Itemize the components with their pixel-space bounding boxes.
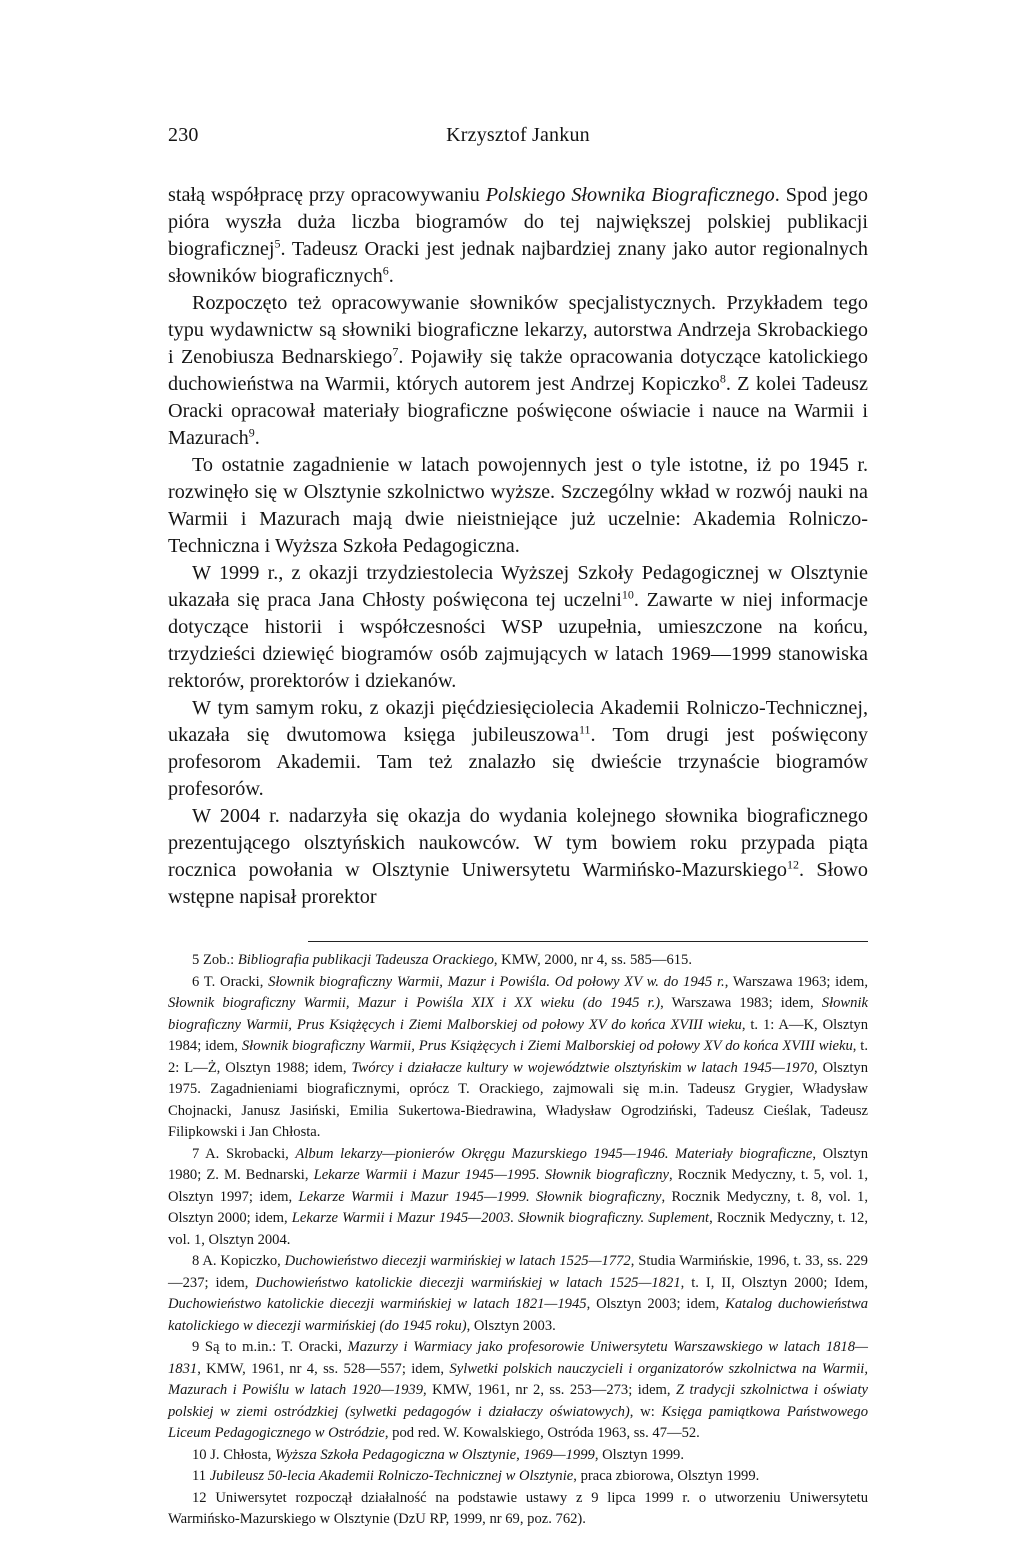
italic-title: Słownik biograficzny Warmii, Prus Książęcych i Ziemi Malborskiej od połowy XV do końca XVIII wieku bbox=[168, 995, 868, 1033]
italic-title: Duchowieństwo diecezji warmińskiej w latach 1525—1772 bbox=[284, 1253, 631, 1269]
running-header bbox=[168, 124, 868, 160]
footnote-ref: 12 bbox=[787, 857, 800, 872]
text-run: , w: bbox=[629, 1403, 662, 1420]
paragraph bbox=[168, 560, 868, 695]
paragraph: To ostatnie zagadnienie w latach powojennych jest o tyle istotne, iż po 1945 r. rozwinęło się w Olsztynie szkolnictwo wyższe. Szczególny wkład w rozwój nauki na Warmii i Mazurach mają dwie nieistniejące już uczelnie: Akademia Rolniczo-Techniczna i Wyższa Szkoła Pedagogiczna. bbox=[168, 454, 868, 557]
text-run: 10 J. Chłosta, bbox=[192, 1446, 276, 1463]
text-run: 5 Zob.: bbox=[192, 952, 238, 968]
text-run: , pod red. W. Kowalskiego, Ostróda 1963, ss. 47—52. bbox=[384, 1425, 700, 1441]
italic-title: Sylwetki polskich nauczycieli i organizatorów szkolnictwa na Warmii, Mazurach i Powiślu w latach 1920—1939 bbox=[168, 1360, 869, 1398]
text-run: . Zawarte w niej informacje dotyczące historii i współczesności WSP uzupełnia, umieszczone na końcu, trzydzieści dziewięć biogramów osób zajmujących w latach 1969—1999 stanowiska rektorów, prorektorów i dziekanów. bbox=[168, 589, 868, 692]
text-run: , praca zbiorowa, Olsztyn 1999. bbox=[573, 1468, 760, 1484]
footnotes bbox=[168, 950, 868, 1531]
footnote bbox=[168, 1466, 868, 1488]
text-run: 9 Są to m.in.: T. Oracki, bbox=[192, 1339, 348, 1355]
italic-title: Jubileusz 50-lecia Akademii Rolniczo-Technicznej w Olsztynie bbox=[209, 1468, 574, 1484]
text-run: , KMW, 2000, nr 4, ss. 585—615. bbox=[493, 952, 692, 968]
footnote-separator bbox=[308, 941, 868, 942]
text-run: 7 A. Skrobacki, bbox=[192, 1145, 296, 1162]
italic-title: Duchowieństwo katolickie diecezji warmińskiej w latach 1821—1945 bbox=[168, 1296, 587, 1312]
footnote bbox=[168, 1251, 868, 1337]
italic-title: Mazurzy i Warmiacy jako profesorowie Uniwersytetu Warszawskiego w latach 1818—1831 bbox=[168, 1339, 868, 1377]
italic-title: Wyższa Szkoła Pedagogiczna w Olsztynie, 1969—1999 bbox=[275, 1446, 595, 1463]
text-run: . bbox=[388, 265, 394, 287]
footnote bbox=[168, 1337, 868, 1445]
text-run: 8 A. Kopiczko, bbox=[192, 1253, 285, 1269]
footnote bbox=[168, 972, 868, 1144]
italic-title: Słownik biograficzny Warmii, Mazur i Powiśla XIX i XX wieku (do 1945 r.) bbox=[168, 995, 661, 1011]
italic-title: Duchowieństwo katolickie diecezji warmińskiej w latach 1525—1821 bbox=[255, 1274, 681, 1291]
running-title: Krzysztof Jankun bbox=[446, 124, 590, 146]
text-run: , t. 2: L—Ż, Olsztyn 1988; idem, bbox=[168, 1038, 868, 1076]
italic-title: Album lekarzy—pionierów Okręgu Mazurskiego 1945—1946. Materiały biograficzne bbox=[295, 1145, 813, 1162]
text-run: stałą współpracę przy opracowywaniu bbox=[168, 184, 486, 206]
footnote-ref: 6 bbox=[382, 263, 389, 278]
text-run: , KMW, 1961, nr 2, ss. 253—273; idem, bbox=[423, 1382, 676, 1398]
text-run: , Olsztyn 1980; Z. M. Bednarski, bbox=[168, 1145, 869, 1183]
document-page bbox=[168, 124, 868, 1531]
italic-title: Słownik biograficzny Warmii, Prus Książęcych i Ziemi Malborskiej od połowy XV do końca XVIII wieku bbox=[241, 1038, 853, 1054]
footnote: 12 Uniwersytet rozpoczął działalność na podstawie ustawy z 9 lipca 1999 r. o utworzeniu Uniwersytetu Warmińsko-Mazurskiego w Olsztynie (DzU RP, 1999, nr 69, poz. 762). bbox=[168, 1489, 868, 1527]
text-run: , Olsztyn 2003; idem, bbox=[586, 1296, 726, 1312]
footnote-ref: 10 bbox=[621, 587, 634, 602]
italic-title: Słownik biograficzny Warmii, Mazur i Powiśla. Od połowy XV w. do 1945 r. bbox=[268, 973, 725, 990]
italic-title: Katalog duchowieństwa katolickiego w diecezji warmińskiej (do 1945 roku) bbox=[168, 1296, 869, 1334]
page-number: 230 bbox=[168, 124, 199, 146]
italic-title: Lekarze Warmii i Mazur 1945—1999. Słownik biograficzny bbox=[298, 1188, 662, 1205]
paragraph bbox=[168, 290, 868, 452]
footnote-ref: 5 bbox=[274, 236, 281, 251]
text-run: . Tom drugi jest poświęcony profesorom Akademii. Tam też znalazło się dwieście trzynaście biogramów profesorów. bbox=[168, 724, 868, 800]
footnote bbox=[168, 1445, 868, 1467]
text-run: . Słowo wstępne napisał prorektor bbox=[168, 859, 868, 908]
paragraph bbox=[168, 695, 868, 803]
text-run: , Rocznik Medyczny, t. 5, vol. 1, Olsztyn 1997; idem, bbox=[168, 1167, 868, 1205]
footnote-ref: 9 bbox=[248, 425, 255, 440]
text-run: W 1999 r., z okazji trzydziestolecia Wyższej Szkoły Pedagogicznej w Olsztynie ukazała się praca Jana Chłosty poświęcona tej uczelni bbox=[168, 562, 868, 611]
footnote-ref: 8 bbox=[719, 371, 726, 386]
text-run: W tym samym roku, z okazji pięćdziesięciolecia Akademii Rolniczo-Technicznej, ukazała się dwutomowa księga jubileuszowa bbox=[168, 697, 868, 746]
text-run: 6 T. Oracki, bbox=[192, 973, 269, 990]
text-run: , Olsztyn 1975. Zagadnieniami biograficznymi, oprócz T. Orackiego, zajmowali się m.in. Tadeusz Grygier, Władysław Chojnacki, Janusz Jasiński, Emilia Sukertowa-Biedrawina, Władysław Ogrodziński, Tadeusz Cieślak, Tadeusz Filipkowski i Jan Chłosta. bbox=[168, 1059, 868, 1140]
text-run: , Olsztyn 1999. bbox=[594, 1446, 684, 1463]
italic-title: Bibliografia publikacji Tadeusza Orackiego bbox=[237, 952, 494, 968]
italic-title: Polskiego Słownika Biograficznego bbox=[485, 184, 775, 206]
text-run: , KMW, 1961, nr 4, ss. 528—557; idem, bbox=[197, 1360, 450, 1377]
text-run: Rozpoczęto też opracowywanie słowników specjalistycznych. Przykładem tego typu wydawnictw są słowniki biograficzne lekarzy, autorstwa Andrzeja Skrobackiego i Zenobiusza Bednarskiego bbox=[168, 292, 868, 368]
text-run: , t. I, II, Olsztyn 2000; Idem, bbox=[680, 1274, 868, 1291]
text-run: , Studia Warmińskie, 1996, t. 33, ss. 229—237; idem, bbox=[168, 1253, 868, 1291]
italic-title: Księga pamiątkowa Państwowego Liceum Pedagogicznego w Ostródzie bbox=[168, 1403, 868, 1441]
footnote-ref: 7 bbox=[392, 344, 399, 359]
text-run: . bbox=[254, 427, 260, 449]
text-run: . Tadeusz Oracki jest jednak najbardziej znany jako autor regionalnych słowników biograficznych bbox=[168, 238, 868, 287]
text-run: , Rocznik Medyczny, t. 12, vol. 1, Olsztyn 2004. bbox=[168, 1210, 868, 1248]
text-run: , Warszawa 1963; idem, bbox=[724, 973, 869, 990]
footnote-ref: 11 bbox=[578, 722, 591, 737]
body-text bbox=[168, 182, 868, 911]
italic-title: Z tradycji szkolnictwa i oświaty polskiej w ziemi ostródzkiej (sylwetki pedagogów i działaczy oświatowych) bbox=[168, 1382, 869, 1420]
italic-title: Twórcy i działacze kultury w województwie olsztyńskim w latach 1945—1970 bbox=[351, 1059, 815, 1076]
text-run: , Warszawa 1983; idem, bbox=[660, 995, 822, 1011]
footnote bbox=[168, 1144, 868, 1252]
text-run: . Spod jego pióra wyszła duża liczba biogramów do tej największej polskiej publikacji biograficznej bbox=[168, 184, 869, 260]
paragraph bbox=[168, 803, 868, 911]
text-run: . Pojawiły się także opracowania dotyczące katolickiego duchowieństwa na Warmii, których autorem jest Andrzej Kopiczko bbox=[168, 346, 868, 395]
paragraph bbox=[168, 182, 868, 290]
text-run: . Z kolei Tadeusz Oracki opracował materiały biograficzne poświęcone oświacie i nauce na Warmii i Mazurach bbox=[168, 373, 868, 449]
text-run: , Rocznik Medyczny, t. 8, vol. 1, Olsztyn 2000; idem, bbox=[168, 1188, 868, 1226]
text-run: W 2004 r. nadarzyła się okazja do wydania kolejnego słownika biograficznego prezentującego olsztyńskich naukowców. W tym bowiem roku przypada piąta rocznica powołania w Olsztynie Uniwersytetu Warmińsko-Mazurskiego bbox=[168, 805, 868, 881]
text-run: , t. 1: A—K, Olsztyn 1984; idem, bbox=[168, 1016, 868, 1054]
text-run: , Olsztyn 2003. bbox=[466, 1317, 556, 1334]
italic-title: Lekarze Warmii i Mazur 1945—1995. Słownik biograficzny bbox=[313, 1167, 670, 1183]
italic-title: Lekarze Warmii i Mazur 1945—2003. Słownik biograficzny. Suplement bbox=[291, 1210, 710, 1226]
footnote bbox=[168, 950, 868, 972]
text-run: 11 bbox=[192, 1468, 210, 1484]
